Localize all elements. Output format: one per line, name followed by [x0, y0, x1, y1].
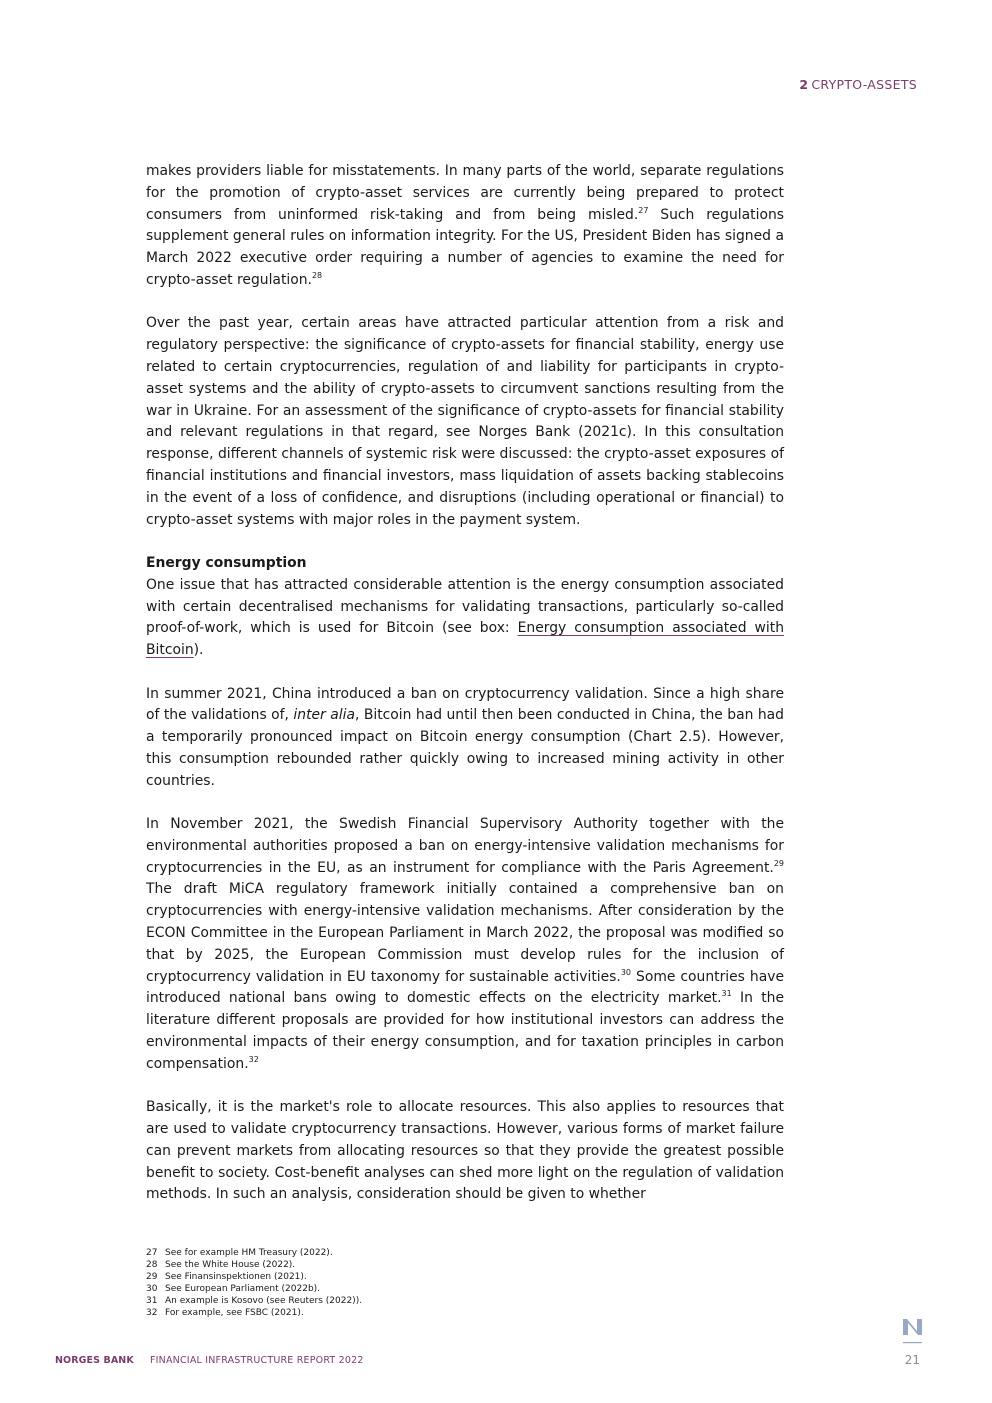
- box-link[interactable]: Energy consumption associated with Bitcoin: [146, 620, 784, 659]
- paragraph-5: In November 2021, the Swedish Financial Supervisory Authority together with the environmental authorities proposed a ban on energy-intensive validation mechanisms for cryptocurrencies in the EU, as an instrument for compliance with the Paris Agreement.$^{29}$ The draft MiCA regulatory framework initially contained a comprehensive ban on cryptocurrencies with energy-intensive validation mechanisms. After consideration by the ECON Committee in the European Parliament in March 2022, the proposal was modified so that by 2025, the European Commission must develop rules for the inclusion of cryptocurrency validation in EU taxonomy for sustainable activities.$^{30}$ Some countries have introduced national bans owing to domestic effects on the electricity market.$^{31}$ In the literature different proposals are provided for how institutional investors can address the environmental impacts of their energy consumption, and for taxation principles in carbon compensation.$^{32}$: [146, 816, 784, 1072]
- paragraph-1: makes providers liable for misstatements. In many parts of the world, separate regulations for the promotion of crypto-asset services are currently being prepared to protect consumers from uninformed risk-taking and from being misled.$^{27}$ Such regulations supplement general rules on information integrity. For the US, President Biden has signed a March 2022 executive order requiring a number of agencies to examine the need for crypto-asset regulation.$^{28}$: [146, 163, 784, 288]
- chapter-title: CRYPTO-ASSETS: [811, 77, 917, 92]
- footnote-ref[interactable]: 31: [721, 989, 732, 999]
- footnote-ref[interactable]: 29: [773, 858, 784, 868]
- paragraph-2: Over the past year, certain areas have attracted particular attention from a risk and regulatory perspective: the significance of crypto-assets for financial stability, energy use related to certain cryptocurrencies, regulation of and liability for participants in crypto-asset systems and the ability of crypto-assets to circumvent sanctions resulting from the war in Ukraine. For an assessment of the significance of crypto-assets for financial stability and relevant regulations in that regard, see Norges Bank (2021c). In this consultation response, different channels of systemic risk were discussed: the crypto-asset exposures of financial institutions and financial investors, mass liquidation of assets backing stablecoins in the event of a loss of confidence, and disruptions (including operational or financial) to crypto-asset systems with major roles in the payment system.: [146, 315, 784, 528]
- footnote-ref[interactable]: 28: [311, 270, 323, 280]
- footnote-item: 31 An example is Kosovo (see Reuters (2022)).: [146, 1296, 363, 1306]
- footer-brand: NORGES BANK: [55, 1355, 134, 1366]
- chapter-number: 2: [799, 77, 809, 92]
- page-footer: [55, 1355, 920, 1369]
- paragraph-4: In summer 2021, China introduced a ban on cryptocurrency validation. Since a high share of the validations of, inter alia, Bitcoin had until then been conducted in China, the ban had a temporarily pronounced impact on Bitcoin energy consumption (Chart 2.5). However, this consumption rebounded rather quickly owing to increased mining activity in other countries.: [146, 685, 784, 789]
- footnote-item: 27 See for example HM Treasury (2022).: [146, 1248, 333, 1258]
- footnote-ref[interactable]: 32: [248, 1054, 259, 1064]
- running-header: [799, 77, 917, 92]
- footnote-item: 29 See Finansinspektionen (2021).: [146, 1272, 307, 1282]
- main-text: [146, 161, 784, 1228]
- paragraph-3: One issue that has attracted considerable attention is the energy consumption associated with certain decentralised mechanisms for validating transactions, particularly so-called proof-of-work, which is used for Bitcoin (see box: Energy consumption associated with Bitcoin).: [146, 576, 784, 659]
- footnote-item: 28 See the White House (2022).: [146, 1260, 296, 1270]
- section-block: [146, 553, 784, 575]
- footer-report-title: FINANCIAL INFRASTRUCTURE REPORT 2022: [150, 1355, 364, 1366]
- footnote-ref[interactable]: 30: [620, 967, 632, 977]
- footnotes: [146, 1247, 362, 1319]
- paragraph-6: Basically, it is the market's role to allocate resources. This also applies to resources that are used to validate cryptocurrency transactions. However, various forms of market failure can prevent markets from allocating resources so that they provide the greatest possible benefit to society. Cost-benefit analyses can shed more light on the regulation of validation methods. In such an analysis, consideration should be given to whether: [146, 1099, 784, 1203]
- footnote-item: 32 For example, see FSBC (2021).: [146, 1308, 304, 1318]
- page-number: 21: [904, 1353, 920, 1367]
- footnote-item: 30 See European Parliament (2022b).: [146, 1284, 321, 1294]
- footnote-ref[interactable]: 27: [638, 205, 649, 215]
- section-heading: Energy consumption: [146, 554, 307, 571]
- norges-bank-logo-icon: [903, 1317, 922, 1345]
